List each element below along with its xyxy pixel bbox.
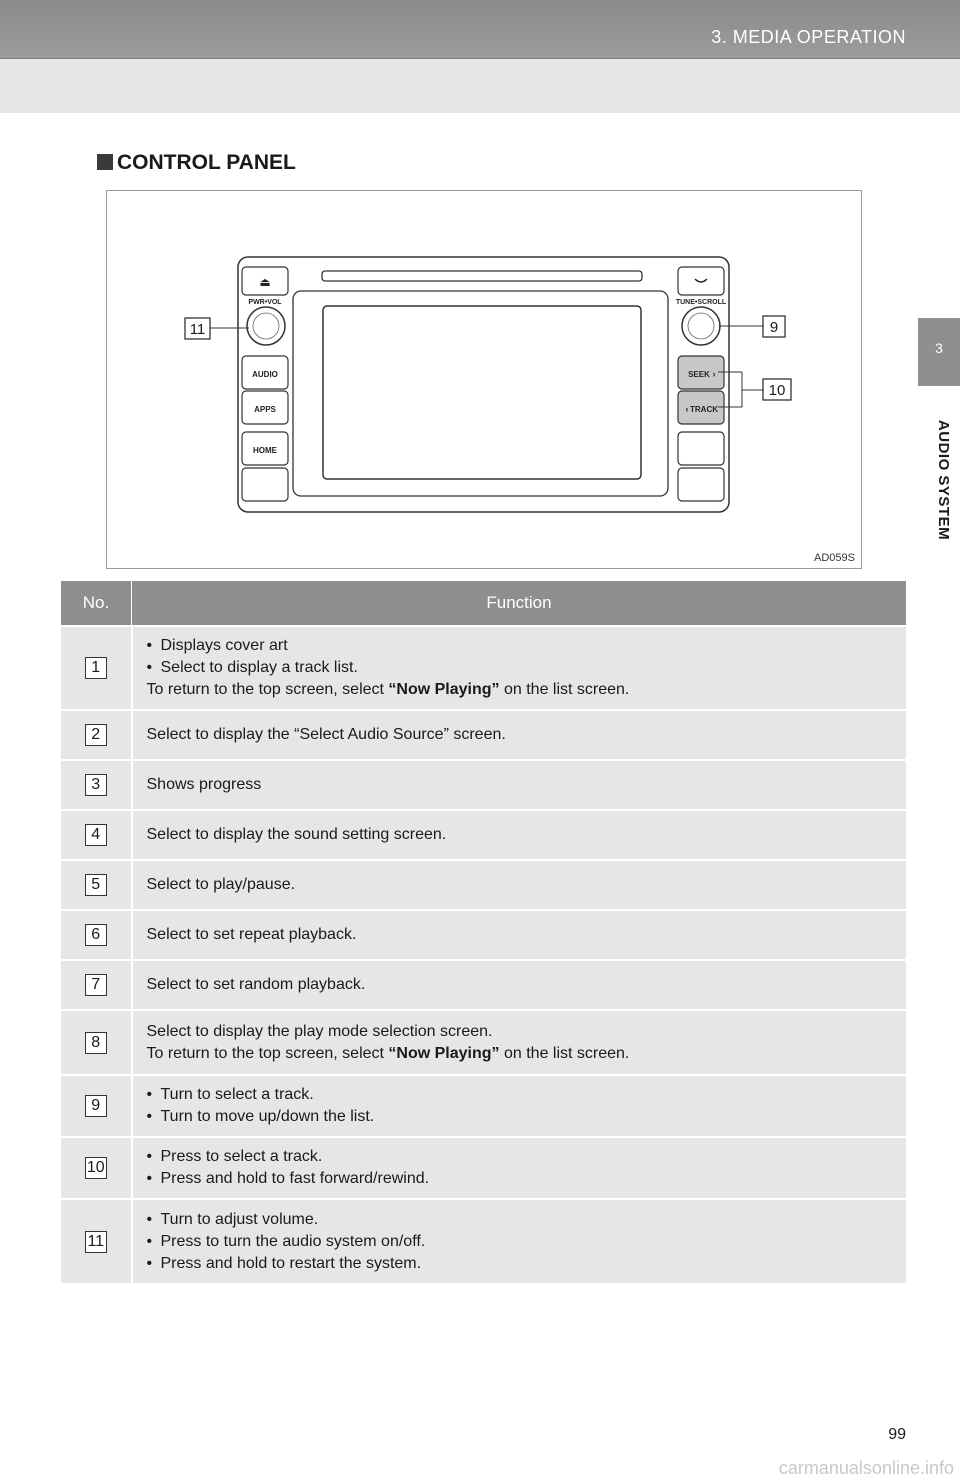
table-row: [61, 710, 906, 760]
callout-9-number: 9: [769, 319, 779, 336]
row-number-box: 6: [85, 924, 107, 946]
table-row: [61, 1075, 906, 1137]
row-number-box: 11: [85, 1231, 107, 1253]
chapter-tab-number: 3: [935, 340, 943, 356]
row-number-cell: [61, 626, 132, 710]
pwr-vol-knob-inner: [253, 313, 279, 339]
row-number-box: 8: [85, 1032, 107, 1054]
table-row: [61, 960, 906, 1010]
function-table: [61, 581, 906, 1283]
description-line: Select to set repeat playback.: [146, 926, 357, 943]
description-line: Select to display the play mode selection screen.: [146, 1022, 493, 1040]
row-number-box: 1: [85, 657, 107, 679]
row-number-cell: [61, 710, 132, 760]
function-cell: [132, 760, 907, 810]
tune-scroll-label: TUNE•SCROLL: [675, 299, 727, 306]
instruction-line: [147, 679, 893, 701]
table-row: [61, 810, 906, 860]
row-number-box: 5: [85, 874, 107, 896]
apps-label: APPS: [254, 405, 276, 414]
page-number: 99: [888, 1426, 906, 1443]
bullet-item: • Select to display a track list.: [147, 657, 893, 679]
seek-arrow-icon: ›: [712, 369, 716, 379]
description-line: Shows progress: [146, 776, 262, 793]
eject-icon: ⏏: [259, 275, 271, 289]
bullet-item: • Displays cover art: [147, 635, 893, 657]
table-row: [61, 760, 906, 810]
instruction-text: To return to the top screen, select: [146, 1044, 389, 1062]
function-cell: [132, 1199, 907, 1283]
bullet-item: • Turn to move up/down the list.: [147, 1106, 893, 1128]
row-number-box: 4: [85, 824, 107, 846]
audio-label: AUDIO: [252, 370, 278, 379]
row-number-cell: [61, 810, 132, 860]
callout-10-number: 10: [768, 382, 786, 399]
control-panel-illustration: [107, 191, 861, 568]
row-number-cell: [61, 960, 132, 1010]
row-number-box: 10: [85, 1157, 107, 1179]
description-line: Select to display the “Select Audio Source” screen.: [146, 726, 506, 743]
control-panel-figure: [106, 190, 862, 569]
instruction-text: To return to the top screen, select: [146, 681, 389, 698]
bullet-item: • Turn to select a track.: [147, 1084, 893, 1106]
bullet-item: • Press and hold to fast forward/rewind.: [147, 1168, 893, 1190]
watermark: carmanualsonline.info: [778, 1458, 954, 1478]
table-header-row: [61, 581, 906, 626]
description-line: Select to display the sound setting screen.: [146, 826, 447, 843]
row-number-cell: [61, 1010, 132, 1075]
now-playing-keyword: “Now Playing”: [388, 681, 500, 698]
table-row: [61, 1010, 906, 1075]
pwr-vol-label: PWR•VOL: [248, 299, 282, 306]
bullet-item: • Press and hold to restart the system.: [147, 1253, 893, 1275]
header-bar: [0, 0, 960, 59]
function-cell: [132, 860, 907, 910]
now-playing-keyword: “Now Playing”: [388, 1044, 500, 1062]
row-number-cell: [61, 1137, 132, 1199]
track-label: TRACK: [690, 405, 718, 414]
seek-label: SEEK: [688, 370, 710, 379]
row-number-cell: [61, 860, 132, 910]
function-cell: [132, 1075, 907, 1137]
function-cell: [132, 710, 907, 760]
section-square-icon: [97, 154, 113, 170]
function-cell: [132, 626, 907, 710]
track-arrow-icon: ‹: [685, 404, 689, 414]
callout-11-number: 11: [189, 321, 206, 338]
row-number-box: 9: [85, 1095, 107, 1117]
function-cell: [132, 1010, 907, 1075]
row-number-box: 3: [85, 774, 107, 796]
function-cell: [132, 910, 907, 960]
row-number-cell: [61, 1199, 132, 1283]
column-header-no: No.: [61, 581, 132, 626]
column-header-function: Function: [132, 581, 907, 626]
blank-left-button: [242, 468, 288, 501]
section-title-text: CONTROL PANEL: [117, 151, 296, 174]
table-row: [61, 626, 906, 710]
function-cell: [132, 810, 907, 860]
table-row: [61, 1199, 906, 1283]
chapter-tab-label: AUDIO SYSTEM: [935, 419, 952, 541]
table-row: [61, 910, 906, 960]
instruction-line: [147, 1043, 893, 1065]
description-line: Select to play/pause.: [146, 876, 296, 893]
instruction-text: on the list screen.: [499, 681, 630, 698]
function-cell: [132, 1137, 907, 1199]
bullet-item: • Press to select a track.: [147, 1146, 893, 1168]
row-number-cell: [61, 910, 132, 960]
row-number-cell: [61, 760, 132, 810]
bullet-item: • Press to turn the audio system on/off.: [147, 1231, 893, 1253]
table-body: [61, 626, 906, 1283]
tune-scroll-knob-inner: [688, 313, 714, 339]
row-number-box: 2: [85, 724, 107, 746]
header-subbar: [0, 59, 960, 113]
blank-right-button-1: [678, 432, 724, 465]
figure-code: AD059S: [814, 552, 855, 564]
section-title: [97, 151, 296, 175]
touch-screen: [323, 306, 641, 479]
description-line: Select to set random playback.: [146, 976, 366, 993]
row-number-cell: [61, 1075, 132, 1137]
instruction-text: on the list screen.: [499, 1044, 630, 1062]
phone-button: [678, 267, 724, 295]
row-number-box: 7: [85, 974, 107, 996]
bullet-item: • Turn to adjust volume.: [147, 1209, 893, 1231]
home-label: HOME: [253, 446, 277, 455]
table-row: [61, 1137, 906, 1199]
function-cell: [132, 960, 907, 1010]
chapter-title: 3. MEDIA OPERATION: [711, 27, 906, 47]
disc-slot: [322, 271, 642, 281]
table-row: [61, 860, 906, 910]
blank-right-button-2: [678, 468, 724, 501]
